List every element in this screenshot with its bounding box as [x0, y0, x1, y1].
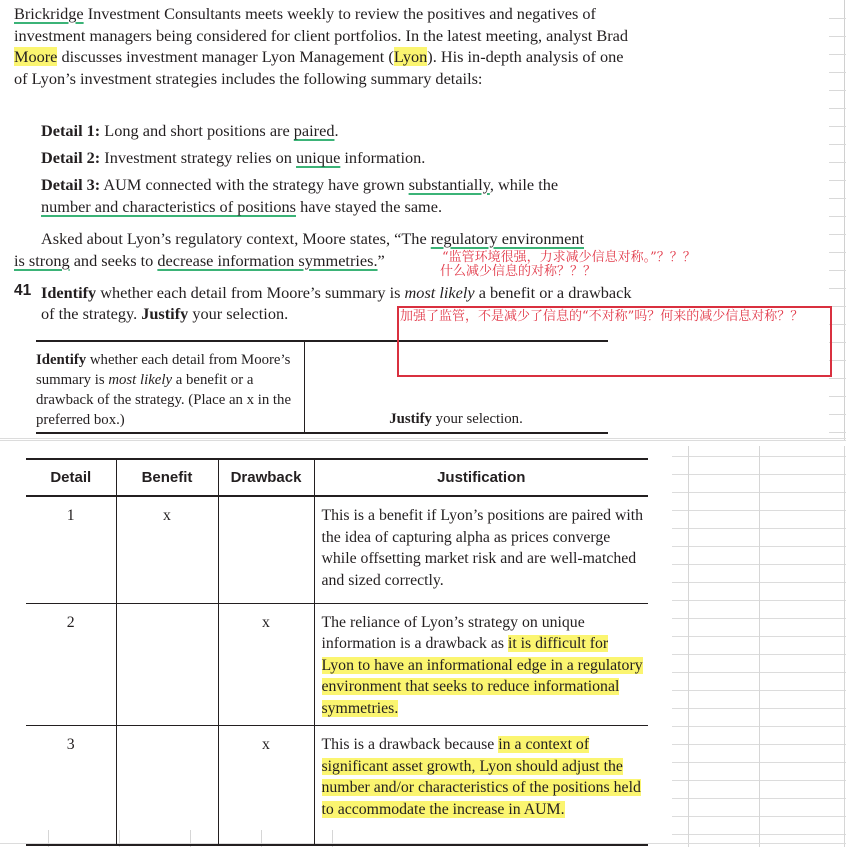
identify-instruction: Identify whether each detail from Moore’s summary is most likely a benefit or a drawback of the strategy. (Place an x in the preferred box.) [36, 352, 292, 428]
justify-instruction: Justify your selection. [389, 411, 523, 427]
solution-table [26, 458, 648, 846]
gridline [844, 446, 845, 847]
row-detail: 1 [26, 496, 116, 603]
gridline [829, 144, 846, 145]
header-justification: Justification [314, 460, 648, 496]
gridline [688, 446, 689, 847]
table-row [26, 603, 648, 726]
regulatory-line-2: is strong and seeks to decrease information symmetries.” [14, 251, 385, 270]
detail-1: Detail 1: Long and short positions are paired. [41, 121, 339, 140]
row-justification: This is a benefit if Lyon’s positions are paired with the idea of capturing alpha as prices converge while offsetting market risk and are well-matched and sized correctly. [314, 496, 648, 603]
gridline [829, 288, 846, 289]
annotation-note-1: “监管环境很强，力求减少信息对称。”？？？ [442, 250, 696, 265]
annotation-box [397, 306, 832, 377]
question-text: Identify whether each detail from Moore’s summary is most likely a benefit or a drawback of the strategy. Justify your selection. [41, 283, 632, 323]
gridline [829, 432, 846, 433]
detail-2: Detail 2: Investment strategy relies on unique information. [41, 148, 426, 167]
gridline [829, 216, 846, 217]
row-detail: 2 [26, 603, 116, 726]
table-row [26, 496, 648, 603]
header-benefit: Benefit [116, 460, 218, 496]
row-justification: This is a drawback because in a context of significant asset growth, Lyon should adjust the number and/or characteristics of the positions held to accommodate the increase in AUM. [321, 736, 641, 818]
gridline [829, 72, 846, 73]
company-name: Brickridge [14, 4, 84, 23]
gridline [829, 198, 846, 199]
gridline [829, 252, 846, 253]
gridline [829, 162, 846, 163]
row-benefit-mark: x [116, 496, 218, 603]
detail-3-continued: number and characteristics of positions have stayed the same. [41, 197, 443, 216]
row-drawback-mark: x [218, 603, 314, 726]
gridline [829, 396, 846, 397]
row-drawback-mark [218, 496, 314, 603]
table-header-row [26, 460, 648, 496]
gridline [829, 18, 846, 19]
question-number: 41 [14, 282, 32, 299]
gridline [829, 108, 846, 109]
gridline [829, 54, 846, 55]
gridline [829, 36, 846, 37]
header-detail: Detail [26, 460, 116, 496]
row-drawback-mark: x [218, 726, 314, 844]
manager-short-name: Lyon [393, 47, 428, 66]
regulatory-line-1: Asked about Lyon’s regulatory context, Moore states, “The regulatory environment [41, 229, 585, 248]
row-justification: The reliance of Lyon’s strategy on unique information is a drawback as it is difficult for Lyon to have an informational edge in a regulatory environment that seeks to reduce informational symmetries. [314, 603, 648, 726]
gridline [829, 378, 846, 379]
row-benefit-mark [116, 726, 218, 844]
detail-3: Detail 3: AUM connected with the strategy have grown substantially, while the [41, 175, 559, 194]
header-drawback: Drawback [218, 460, 314, 496]
gridline [0, 438, 846, 439]
annotation-note-1-line2: 什么减少信息的对称？？？ [440, 264, 597, 279]
gridline [829, 180, 846, 181]
gridline [829, 234, 846, 235]
row-benefit-mark [116, 603, 218, 726]
gridline [0, 440, 846, 441]
row-detail: 3 [26, 726, 116, 844]
gridline [829, 126, 846, 127]
gridline [829, 414, 846, 415]
table-row [26, 726, 648, 844]
intro-paragraph: Brickridge Investment Consultants meets weekly to review the positives and negatives of investment managers being considered for client portfolios. In the latest meeting, analyst Brad Moore discusses investment manager Lyon Management (Lyon). His in-depth analysis of one of Lyon’s investment strategies includes the following summary details: [14, 4, 628, 88]
gridline [829, 90, 846, 91]
annotation-note-2: 加强了监管，不是减少了信息的“不对称”吗？何来的减少信息对称？？ [400, 309, 804, 324]
gridline [829, 270, 846, 271]
analyst-name: Moore [14, 47, 58, 66]
gridline [759, 446, 760, 847]
